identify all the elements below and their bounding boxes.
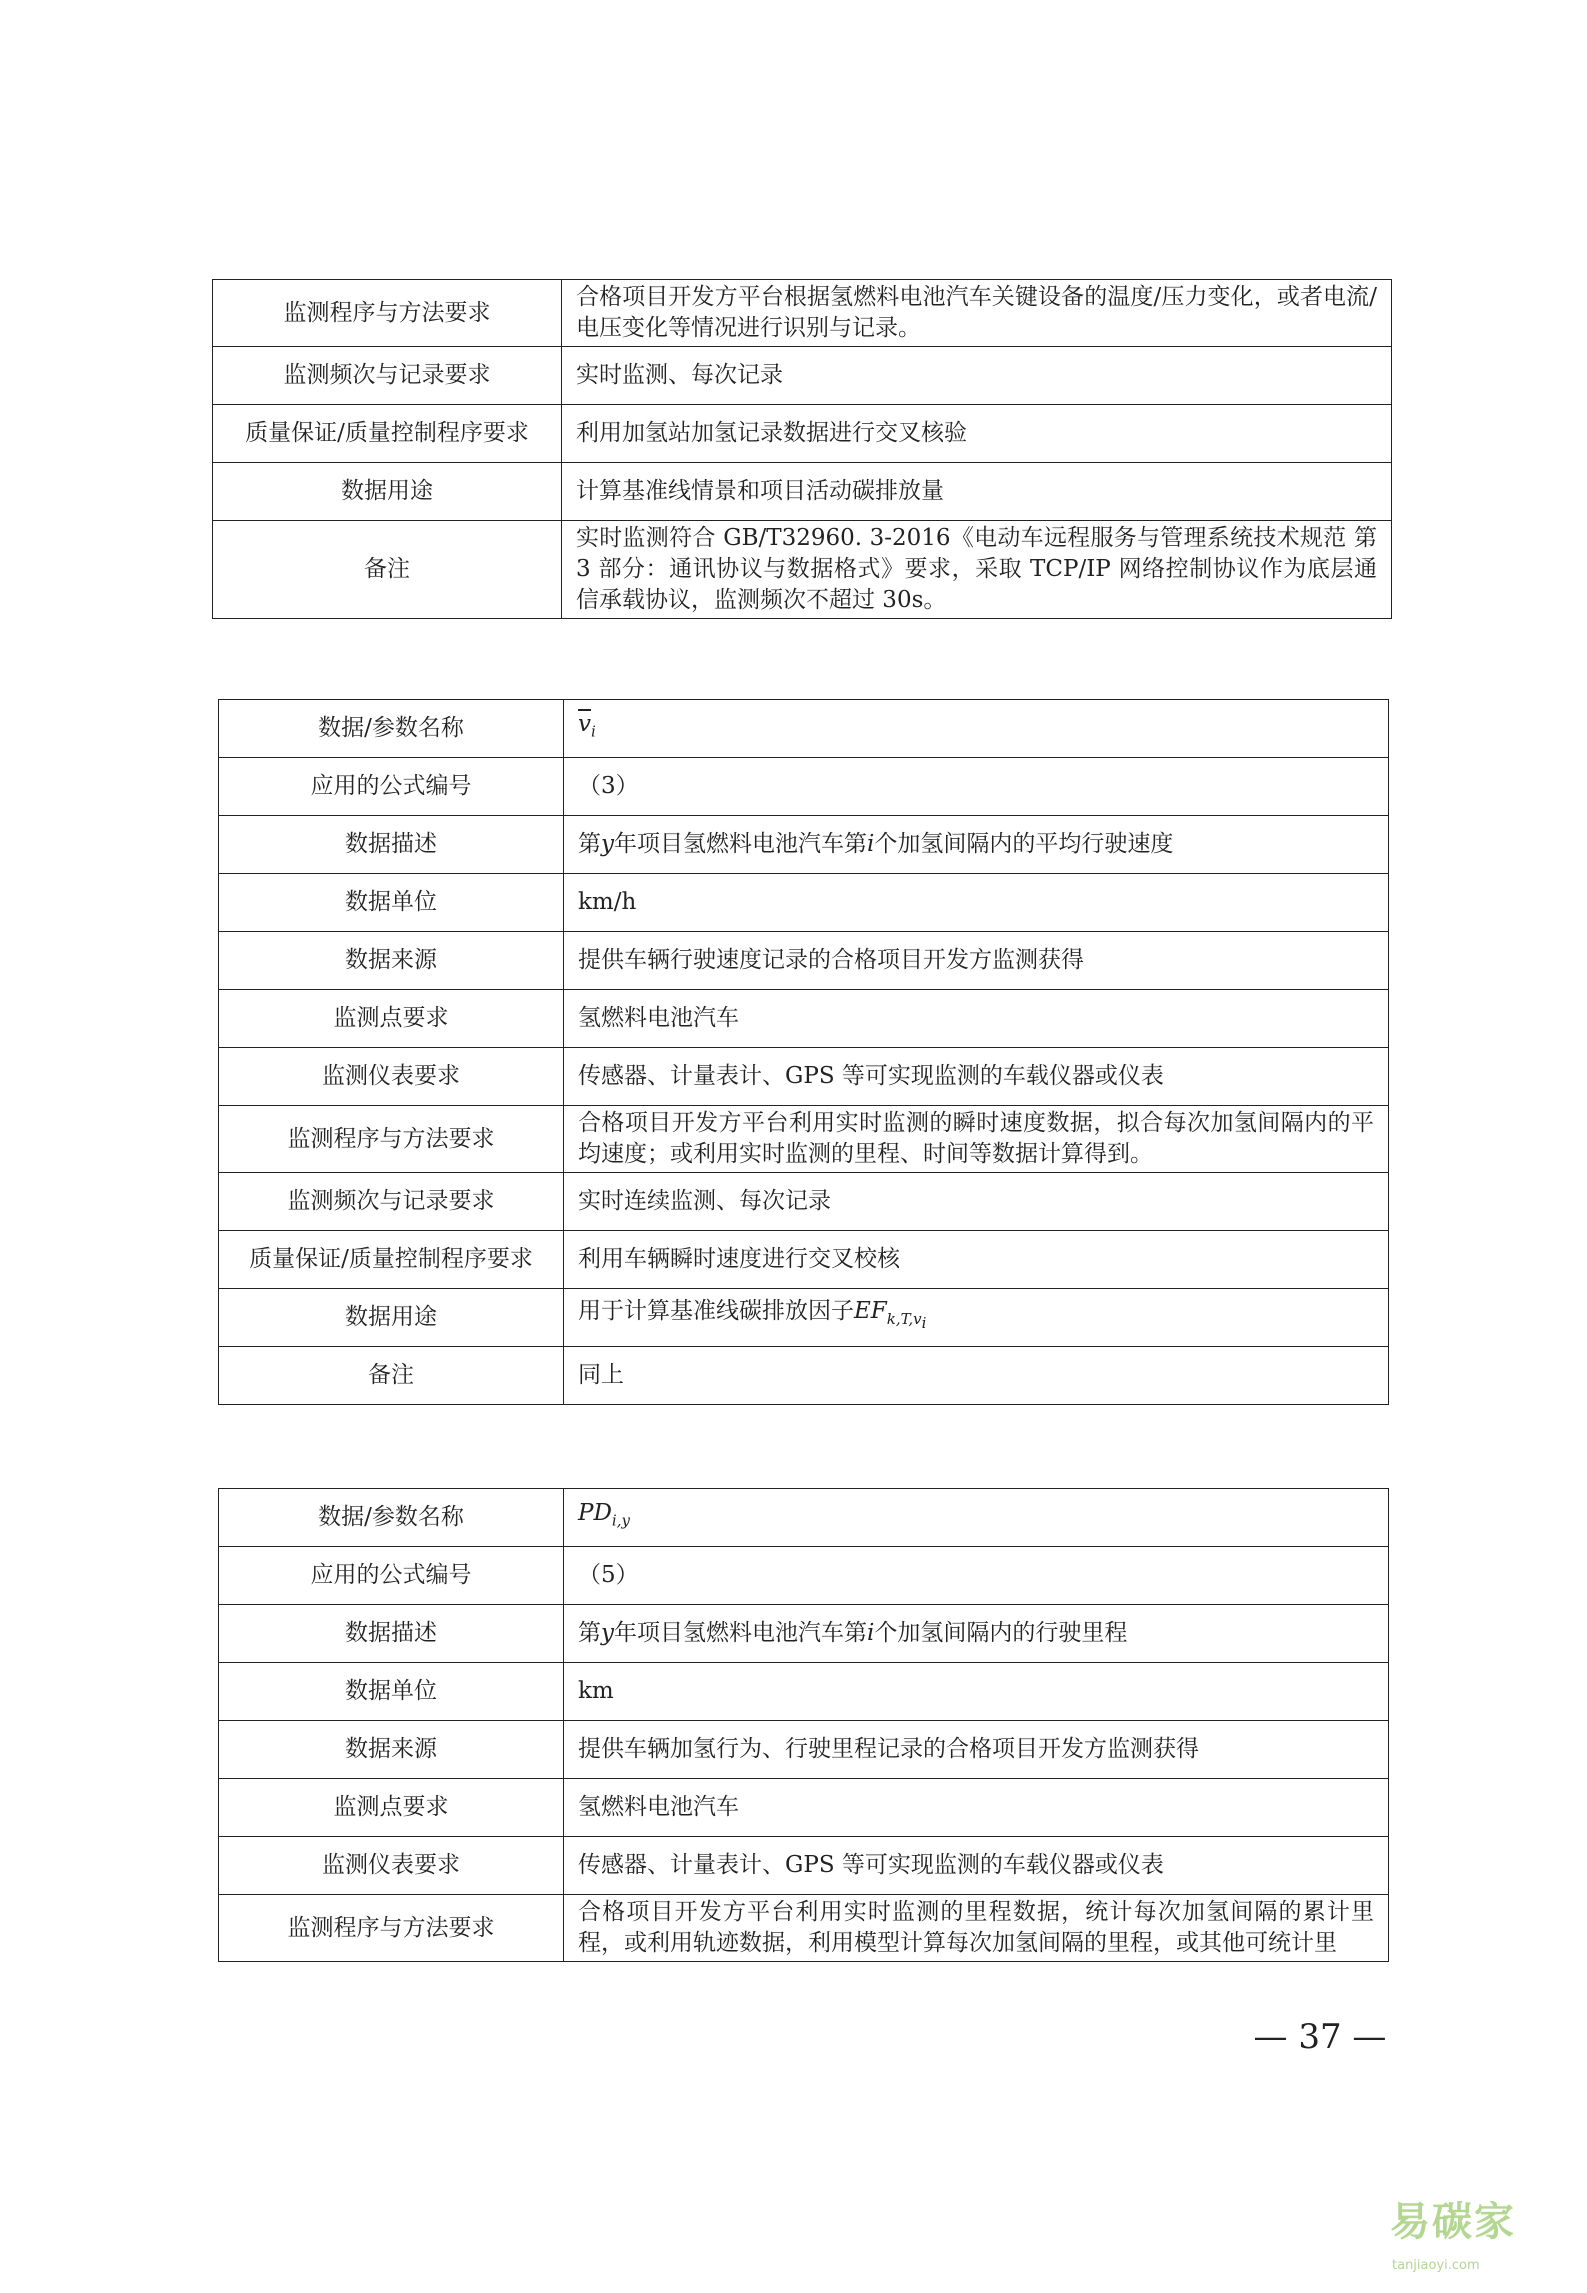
row-value: 传感器、计量表计、GPS 等可实现监测的车载仪器或仪表 [564, 1048, 1389, 1106]
row-value: km [564, 1663, 1389, 1721]
row-label: 监测仪表要求 [219, 1048, 564, 1106]
row-label: 监测频次与记录要求 [213, 347, 562, 405]
param-name-label: 数据/参数名称 [219, 700, 564, 758]
table-row [213, 347, 1392, 405]
table-row [219, 932, 1389, 990]
table-row [219, 1895, 1389, 1962]
row-label: 数据用途 [213, 463, 562, 521]
table-row [219, 816, 1389, 874]
row-label: 监测程序与方法要求 [219, 1106, 564, 1173]
row-label: 监测程序与方法要求 [213, 280, 562, 347]
table-row [219, 990, 1389, 1048]
watermark-logo: 易碳家$^{tanjiaoyi.com}$ [1390, 2199, 1516, 2273]
table-row [219, 1663, 1389, 1721]
row-label: 质量保证/质量控制程序要求 [219, 1231, 564, 1289]
row-value: 实时监测符合 GB/T32960. 3-2016《电动车远程服务与管理系统技术规范 第 3 部分：通讯协议与数据格式》要求，采取 TCP/IP 网络控制协议作为底层通信承载协议，监测频次不超过 30s。 [562, 521, 1392, 619]
table-row [219, 1231, 1389, 1289]
row-value: 提供车辆加氢行为、行驶里程记录的合格项目开发方监测获得 [564, 1721, 1389, 1779]
row-label: 监测频次与记录要求 [219, 1173, 564, 1231]
formula-value: （3） [564, 758, 1389, 816]
table-row [219, 1721, 1389, 1779]
row-value: 利用车辆瞬时速度进行交叉校核 [564, 1231, 1389, 1289]
row-value: 利用加氢站加氢记录数据进行交叉核验 [562, 405, 1392, 463]
note-label: 备注 [219, 1347, 564, 1405]
row-value: 实时监测、每次记录 [562, 347, 1392, 405]
row-label: 监测点要求 [219, 990, 564, 1048]
formula-label: 应用的公式编号 [219, 758, 564, 816]
row-value: 合格项目开发方平台根据氢燃料电池汽车关键设备的温度/压力变化，或者电流/电压变化等情况进行识别与记录。 [562, 280, 1392, 347]
table-row [219, 1106, 1389, 1173]
table-row [219, 874, 1389, 932]
row-value: 氢燃料电池汽车 [564, 1779, 1389, 1837]
table-row [219, 1547, 1389, 1605]
row-label: 备注 [213, 521, 562, 619]
table-row [219, 1347, 1389, 1405]
use-label: 数据用途 [219, 1289, 564, 1347]
row-label: 数据单位 [219, 1663, 564, 1721]
table-row [219, 1489, 1389, 1547]
desc-value: 第y年项目氢燃料电池汽车第i个加氢间隔内的行驶里程 [564, 1605, 1389, 1663]
note-value: 同上 [564, 1347, 1389, 1405]
table-row [219, 1289, 1389, 1347]
row-label: 监测仪表要求 [219, 1837, 564, 1895]
desc-label: 数据描述 [219, 816, 564, 874]
row-value: 实时连续监测、每次记录 [564, 1173, 1389, 1231]
parameter-table-driving-distance [218, 1488, 1389, 1962]
table-row [213, 463, 1392, 521]
row-label: 数据单位 [219, 874, 564, 932]
table-row [213, 405, 1392, 463]
desc-value: 第y年项目氢燃料电池汽车第i个加氢间隔内的平均行驶速度 [564, 816, 1389, 874]
table-row [213, 280, 1392, 347]
use-value: 用于计算基准线碳排放因子$EF_{k,T,v_i}$ [564, 1289, 1389, 1347]
table-row [219, 1837, 1389, 1895]
parameter-table-average-speed [218, 699, 1389, 1405]
table-row [219, 1048, 1389, 1106]
desc-label: 数据描述 [219, 1605, 564, 1663]
table-row [219, 758, 1389, 816]
param-symbol: $\overline{v}_i$ [564, 700, 1389, 758]
row-value: km/h [564, 874, 1389, 932]
formula-value: （5） [564, 1547, 1389, 1605]
row-label: 数据来源 [219, 1721, 564, 1779]
formula-label: 应用的公式编号 [219, 1547, 564, 1605]
table-row [219, 1173, 1389, 1231]
table-row [219, 1779, 1389, 1837]
monitoring-table-continued [212, 279, 1392, 619]
row-label: 质量保证/质量控制程序要求 [213, 405, 562, 463]
row-label: 数据来源 [219, 932, 564, 990]
row-value: 合格项目开发方平台利用实时监测的里程数据，统计每次加氢间隔的累计里程，或利用轨迹数据，利用模型计算每次加氢间隔的里程，或其他可统计里 [564, 1895, 1389, 1962]
row-value: 合格项目开发方平台利用实时监测的瞬时速度数据，拟合每次加氢间隔内的平均速度；或利用实时监测的里程、时间等数据计算得到。 [564, 1106, 1389, 1173]
param-symbol: $PD_{i,y}$ [564, 1489, 1389, 1547]
row-label: 监测程序与方法要求 [219, 1895, 564, 1962]
page-number: — 37 — [1253, 2017, 1387, 2057]
table-row [219, 1605, 1389, 1663]
row-value: 计算基准线情景和项目活动碳排放量 [562, 463, 1392, 521]
row-value: 提供车辆行驶速度记录的合格项目开发方监测获得 [564, 932, 1389, 990]
row-label: 监测点要求 [219, 1779, 564, 1837]
row-value: 传感器、计量表计、GPS 等可实现监测的车载仪器或仪表 [564, 1837, 1389, 1895]
param-name-label: 数据/参数名称 [219, 1489, 564, 1547]
row-value: 氢燃料电池汽车 [564, 990, 1389, 1048]
table-row [219, 700, 1389, 758]
table-row [213, 521, 1392, 619]
